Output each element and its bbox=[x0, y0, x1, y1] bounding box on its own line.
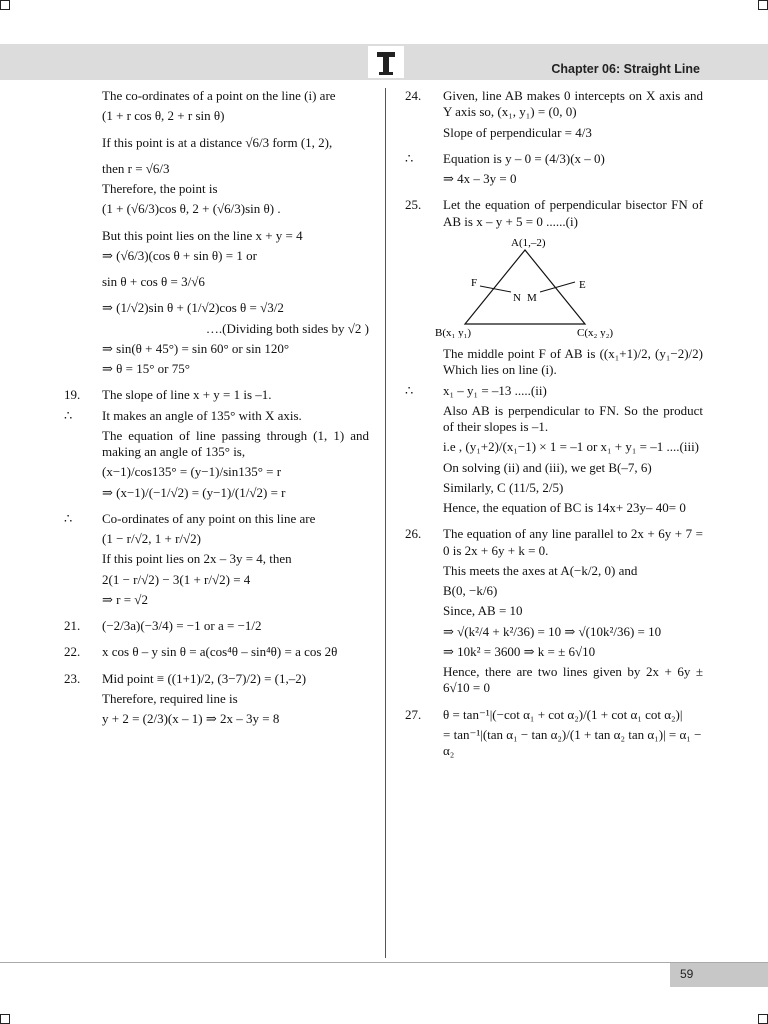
item-number: 25. bbox=[405, 197, 422, 213]
left-line-11: ….(Dividing both sides by √2 ) bbox=[205, 320, 369, 336]
right-line-19: Hence, there are two lines given by 2x + 6y ± 6√10 = 0 bbox=[443, 664, 703, 696]
right-line-5: 25. Let the equation of perpendicular bisector FN of AB is x – y + 5 = 0 ......(i) bbox=[405, 197, 703, 229]
left-line-7: But this point lies on the line x + y = 4 bbox=[102, 227, 303, 243]
right-line-9: i.e , (y₁+2)/(x₁−1) × 1 = –1 or x₁ + y₁ = –1 ....(iii) bbox=[443, 439, 700, 455]
left-line-2: (1 + r cos θ, 2 + r sin θ) bbox=[102, 108, 225, 124]
chapter-title: Chapter 06: Straight Line bbox=[551, 62, 700, 76]
right-line-2: Slope of perpendicular = 4/3 bbox=[443, 124, 592, 140]
left-line-3: If this point is at a distance √6/3 form (1, 2), bbox=[102, 134, 333, 150]
right-line-20: 27. θ = tan⁻¹|(−cot α₁ + cot α₂)/(1 + cot α₁ cot α₂)| bbox=[405, 706, 683, 722]
left-column bbox=[64, 88, 369, 731]
right-line-16: Since, AB = 10 bbox=[443, 603, 523, 619]
left-line-22: 2(1 − r/√2) − 3(1 + r/√2) = 4 bbox=[102, 571, 251, 587]
right-line-1: 24. Given, line AB makes 0 intercepts on X axis and Y axis so, (x₁, y₁) = (0, 0) bbox=[405, 88, 703, 120]
crop-mark-bottom-right bbox=[758, 1014, 768, 1024]
column-divider bbox=[385, 88, 386, 958]
left-line-8: ⇒ (√6/3)(cos θ + sin θ) = 1 or bbox=[102, 247, 257, 263]
triangle-label-b: B(x₁ y₁) bbox=[435, 326, 472, 338]
left-line-5: Therefore, the point is bbox=[102, 181, 218, 196]
item-number: 22. bbox=[64, 644, 81, 660]
item-number: 26. bbox=[405, 526, 422, 542]
right-line-11: Similarly, C (11/5, 2/5) bbox=[443, 479, 564, 495]
left-line-21: If this point lies on 2x – 3y = 4, then bbox=[102, 551, 292, 567]
right-line-6: The middle point F of AB is ((x₁+1)/2, (y₁−2)/2) Which lies on line (i). bbox=[443, 346, 703, 378]
left-line-16: The equation of line passing through (1, 1) and making an angle of 135° is, bbox=[102, 427, 369, 459]
crop-mark-top-right bbox=[758, 0, 768, 10]
item-number: 27. bbox=[405, 706, 422, 722]
right-line-15: B(0, −k/6) bbox=[443, 583, 498, 598]
left-line-20: (1 − r/√2, 1 + r/√2) bbox=[102, 531, 201, 546]
right-line-13: 26. The equation of any line parallel to 2x + 6y + 7 = 0 is 2x + 6y + k = 0. bbox=[405, 526, 703, 558]
publisher-logo-icon bbox=[368, 46, 404, 78]
right-line-12: Hence, the equation of BC is 14x+ 23y– 40= 0 bbox=[443, 500, 686, 515]
right-line-3: ∴ Equation is y – 0 = (4/3)(x – 0) bbox=[405, 150, 605, 166]
right-column bbox=[405, 88, 703, 763]
left-line-27: Therefore, required line is bbox=[102, 690, 238, 706]
left-line-9: sin θ + cos θ = 3/√6 bbox=[102, 274, 205, 289]
left-line-17: (x−1)/cos135° = (y−1)/sin135° = r bbox=[102, 464, 282, 480]
triangle-label-m: M bbox=[527, 291, 537, 304]
triangle-label-e: E bbox=[579, 278, 586, 291]
right-line-18: ⇒ 10k² = 3600 ⇒ k = ± 6√10 bbox=[443, 643, 596, 659]
triangle-label-c: C(x₂ y₂) bbox=[577, 326, 614, 338]
left-line-23: ⇒ r = √2 bbox=[102, 591, 148, 607]
left-line-26: 23. Mid point ≡ ((1+1)/2, (3−7)/2) = (1,–2) bbox=[64, 670, 307, 686]
left-line-6: (1 + (√6/3)cos θ, 2 + (√6/3)sin θ) . bbox=[102, 201, 281, 217]
crop-mark-top-left bbox=[0, 0, 10, 10]
left-line-15: ∴ It makes an angle of 135° with X axis. bbox=[64, 407, 302, 423]
right-line-17: ⇒ √(k²/4 + k²/36) = 10 ⇒ √(10k²/36) = 10 bbox=[443, 623, 662, 639]
equation-tag-i: ......(i) bbox=[546, 213, 578, 229]
left-line-19: ∴ Co-ordinates of any point on this line are bbox=[64, 510, 316, 526]
right-line-4: ⇒ 4x – 3y = 0 bbox=[443, 171, 517, 186]
equation-tag-iii: ....(iii) bbox=[666, 439, 700, 455]
right-line-10: On solving (ii) and (iii), we get B(–7, 6) bbox=[443, 459, 652, 475]
item-number: 19. bbox=[64, 387, 81, 403]
item-number: ∴ bbox=[405, 382, 414, 398]
left-line-25: 22. x cos θ – y sin θ = a(cos⁴θ – sin⁴θ) = a cos 2θ bbox=[64, 644, 338, 660]
left-line-14: 19. The slope of line x + y = 1 is –1. bbox=[64, 387, 272, 403]
page-number: 59 bbox=[680, 967, 694, 981]
right-line-8: Also AB is perpendicular to FN. So the product of their slopes is –1. bbox=[443, 402, 703, 434]
right-line-14: This meets the axes at A(−k/2, 0) and bbox=[443, 562, 638, 578]
left-line-4: then r = √6/3 bbox=[102, 160, 170, 176]
left-line-12: ⇒ sin(θ + 45°) = sin 60° or sin 120° bbox=[102, 340, 290, 356]
left-line-18: ⇒ (x−1)/(−1/√2) = (y−1)/(1/√2) = r bbox=[102, 484, 286, 500]
crop-mark-bottom-left bbox=[0, 1014, 10, 1024]
triangle-label-n: N bbox=[513, 291, 521, 304]
left-line-10: ⇒ (1/√2)sin θ + (1/√2)cos θ = √3/2 bbox=[102, 300, 284, 316]
left-line-28: y + 2 = (2/3)(x – 1) ⇒ 2x – 3y = 8 bbox=[102, 711, 280, 726]
right-line-7: ∴ x₁ – y₁ = –13 .....(ii) bbox=[405, 382, 547, 398]
item-number: ∴ bbox=[64, 407, 73, 423]
triangle-diagram bbox=[425, 238, 625, 338]
triangle-label-a: A(1,–2) bbox=[511, 237, 546, 249]
left-line-13: ⇒ θ = 15° or 75° bbox=[102, 361, 190, 376]
item-number: 23. bbox=[64, 670, 81, 686]
triangle-label-f: F bbox=[471, 276, 478, 289]
footer-rule bbox=[0, 962, 768, 963]
item-number: 24. bbox=[405, 88, 422, 103]
left-line-1: The co-ordinates of a point on the line (i) are bbox=[102, 88, 336, 103]
left-line-24: 21. (−2/3a)(−3/4) = −1 or a = −1/2 bbox=[64, 618, 262, 633]
item-number: 21. bbox=[64, 618, 81, 633]
item-number: ∴ bbox=[405, 150, 414, 166]
equation-tag-ii: .....(ii) bbox=[514, 382, 547, 398]
item-number: ∴ bbox=[64, 510, 73, 526]
right-line-21: = tan⁻¹|(tan α₁ − tan α₂)/(1 + tan α₂ tan α₁)| = α₁ − α₂ bbox=[443, 726, 702, 758]
